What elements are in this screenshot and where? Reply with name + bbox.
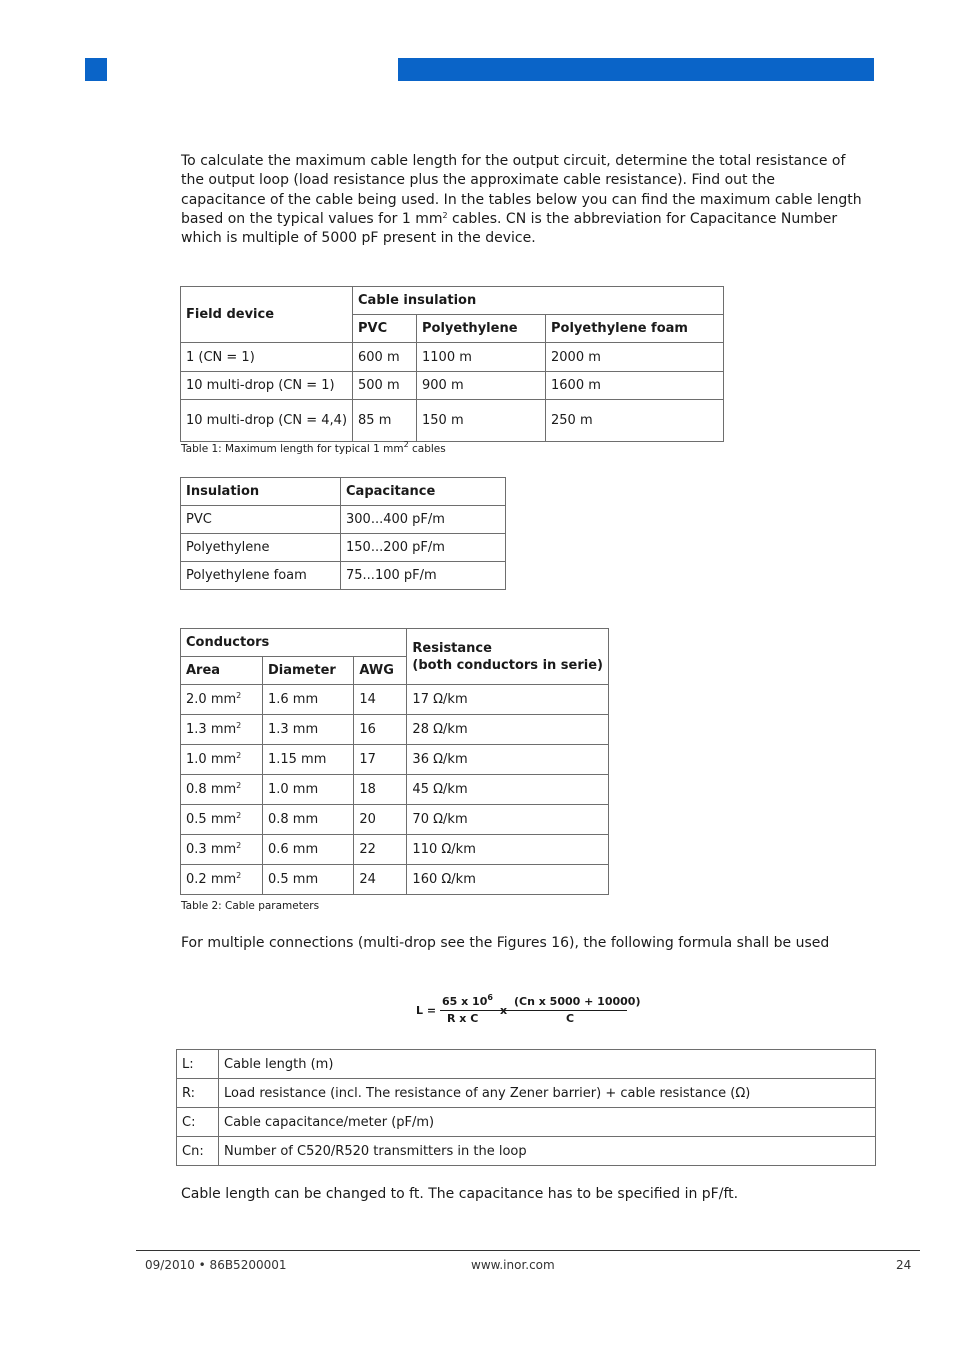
table-cell: 1 (CN = 1): [181, 343, 353, 372]
column-header: Polyethylene foam: [546, 315, 724, 343]
table-cell: R:: [177, 1079, 219, 1108]
table-cell: [181, 685, 263, 715]
table-cell: 75...100 pF/m: [341, 562, 506, 590]
superscript: 2: [403, 440, 409, 449]
table-row: [177, 1079, 876, 1108]
superscript: 2: [236, 721, 242, 730]
table-row: [181, 835, 609, 865]
page-number: 24: [896, 1258, 912, 1272]
intro-paragraph: [181, 152, 871, 248]
intro-line: which is multiple of 5000 pF present in the device.: [181, 230, 536, 247]
intro-line: [181, 210, 871, 229]
table-cell: 10 multi-drop (CN = 1): [181, 372, 353, 400]
superscript: 2: [236, 781, 242, 790]
cable-length-formula: [416, 993, 641, 1028]
area-unit: mm: [206, 692, 237, 707]
column-header: Capacitance: [341, 478, 506, 506]
intro-text: based on the typical values for 1 mm: [181, 210, 443, 227]
caption-text: cables: [408, 443, 446, 455]
table-cell: 150 m: [417, 400, 546, 442]
column-header: PVC: [353, 315, 417, 343]
conductors-header: Conductors: [181, 629, 407, 657]
formula-times: x: [500, 1004, 508, 1017]
table-cell: 2000 m: [546, 343, 724, 372]
table-cell: 17: [354, 745, 407, 775]
table-row: [181, 343, 724, 372]
column-header: Polyethylene: [417, 315, 546, 343]
table-cell: 24: [354, 865, 407, 895]
area-value: 1.3: [186, 722, 207, 737]
table-cell: 17 Ω/km: [407, 685, 609, 715]
superscript: 2: [442, 210, 448, 220]
caption-text: Table 1: Maximum length for typical 1 mm: [181, 443, 404, 455]
table-cell: 150...200 pF/m: [341, 534, 506, 562]
table-cell: 1.6 mm: [262, 685, 353, 715]
superscript: 6: [487, 993, 493, 1002]
cable-insulation-header: Cable insulation: [353, 287, 724, 315]
formula-denominator-2: C: [566, 1012, 575, 1025]
table-cell: Cn:: [177, 1137, 219, 1166]
area-value: 0.2: [186, 872, 207, 887]
table-cell: 18: [354, 775, 407, 805]
table-cell: 1.3 mm: [262, 715, 353, 745]
area-value: 0.8: [186, 782, 207, 797]
header-accent-square: [85, 58, 107, 81]
area-unit: mm: [206, 872, 237, 887]
column-header: AWG: [354, 657, 407, 685]
table-row: [181, 372, 724, 400]
intro-line: the output loop (load resistance plus the approximate cable resistance). Find out the: [181, 172, 775, 189]
table-cell: C:: [177, 1108, 219, 1137]
table-row: [181, 775, 609, 805]
table-cell: Number of C520/R520 transmitters in the loop: [219, 1137, 876, 1166]
table-cell: 0.5 mm: [262, 865, 353, 895]
area-unit: mm: [206, 722, 237, 737]
table-cell: Polyethylene foam: [181, 562, 341, 590]
table-cell: 600 m: [353, 343, 417, 372]
table-cell: 1.0 mm: [262, 775, 353, 805]
footer-website: www.inor.com: [471, 1258, 555, 1272]
superscript: 2: [236, 871, 242, 880]
table-row: [181, 805, 609, 835]
table-cell: 250 m: [546, 400, 724, 442]
area-value: 2.0: [186, 692, 207, 707]
formula-numerator-2: (Cn x 5000 + 10000): [514, 995, 641, 1008]
column-header: Area: [181, 657, 263, 685]
table-cell: [181, 745, 263, 775]
table-cell: 70 Ω/km: [407, 805, 609, 835]
formula-text: 65 x 10: [442, 995, 488, 1008]
table-row: [181, 715, 609, 745]
formula-legend-table: [176, 1049, 876, 1166]
table-cell: 20: [354, 805, 407, 835]
table-cell: 0.6 mm: [262, 835, 353, 865]
superscript: 2: [236, 751, 242, 760]
table-row: [181, 562, 506, 590]
area-value: 0.5: [186, 812, 207, 827]
table-cell: 160 Ω/km: [407, 865, 609, 895]
area-unit: mm: [206, 842, 237, 857]
intro-line: To calculate the maximum cable length for the output circuit, determine the total resistance of: [181, 153, 846, 169]
formula-numerator-1: [442, 995, 493, 1008]
intro-text: cables. CN is the abbreviation for Capacitance Number: [447, 210, 838, 227]
table-cell: [181, 865, 263, 895]
column-header: Diameter: [262, 657, 353, 685]
area-unit: mm: [206, 752, 237, 767]
table-row: [177, 1050, 876, 1079]
formula-lhs: L =: [416, 1004, 437, 1017]
table-row: [181, 400, 724, 442]
table1-caption: [181, 440, 446, 455]
table-cell: 45 Ω/km: [407, 775, 609, 805]
superscript: 2: [236, 811, 242, 820]
fraction-bar: [512, 1010, 627, 1011]
resistance-header: [407, 629, 609, 685]
field-device-header: Field device: [181, 287, 353, 343]
table-row: [177, 1137, 876, 1166]
table-cell: [181, 805, 263, 835]
table-cell: 85 m: [353, 400, 417, 442]
capacitance-table: [180, 477, 506, 590]
table-cell: 28 Ω/km: [407, 715, 609, 745]
table-row: [181, 506, 506, 534]
table-cell: 1.15 mm: [262, 745, 353, 775]
intro-line: capacitance of the cable being used. In the tables below you can find the maximum cable length: [181, 191, 862, 208]
cable-parameters-table: [180, 628, 609, 895]
table-row: [181, 865, 609, 895]
table-row: [177, 1108, 876, 1137]
table-cell: 22: [354, 835, 407, 865]
table-cell: 0.8 mm: [262, 805, 353, 835]
footer-rule: [136, 1250, 920, 1251]
table-row: [181, 534, 506, 562]
table-cell: Load resistance (incl. The resistance of any Zener barrier) + cable resistance (Ω): [219, 1079, 876, 1108]
area-unit: mm: [206, 812, 237, 827]
footer-doc-id: 09/2010 • 86B5200001: [145, 1258, 287, 1272]
table-cell: 110 Ω/km: [407, 835, 609, 865]
table-cell: Polyethylene: [181, 534, 341, 562]
table-cell: 14: [354, 685, 407, 715]
formula-denominator-1: R x C: [447, 1012, 479, 1025]
resistance-header-line: (both conductors in serie): [412, 657, 603, 673]
table-cell: PVC: [181, 506, 341, 534]
table-cell: Cable length (m): [219, 1050, 876, 1079]
closing-paragraph: Cable length can be changed to ft. The capacitance has to be specified in pF/ft.: [181, 1186, 739, 1202]
table-cell: Cable capacitance/meter (pF/m): [219, 1108, 876, 1137]
table-cell: 10 multi-drop (CN = 4,4): [181, 400, 353, 442]
table-cell: 500 m: [353, 372, 417, 400]
table-row: [181, 685, 609, 715]
table-cell: [181, 775, 263, 805]
superscript: 2: [236, 841, 242, 850]
table-cell: 300...400 pF/m: [341, 506, 506, 534]
table-cell: [181, 715, 263, 745]
table-cell: 16: [354, 715, 407, 745]
table-cell: 1100 m: [417, 343, 546, 372]
table-cell: 1600 m: [546, 372, 724, 400]
table-cell: L:: [177, 1050, 219, 1079]
area-value: 0.3: [186, 842, 207, 857]
max-length-table: [180, 286, 724, 442]
header-accent-bar: [398, 58, 874, 81]
column-header: Insulation: [181, 478, 341, 506]
table-row: [181, 745, 609, 775]
area-value: 1.0: [186, 752, 207, 767]
superscript: 2: [236, 691, 242, 700]
table-cell: 900 m: [417, 372, 546, 400]
multidrop-paragraph: For multiple connections (multi-drop see the Figures 16), the following formula shall be used: [181, 935, 830, 951]
table-cell: [181, 835, 263, 865]
resistance-header-line: Resistance: [412, 640, 492, 656]
table-cell: 36 Ω/km: [407, 745, 609, 775]
area-unit: mm: [206, 782, 237, 797]
table2-caption: Table 2: Cable parameters: [181, 900, 320, 912]
